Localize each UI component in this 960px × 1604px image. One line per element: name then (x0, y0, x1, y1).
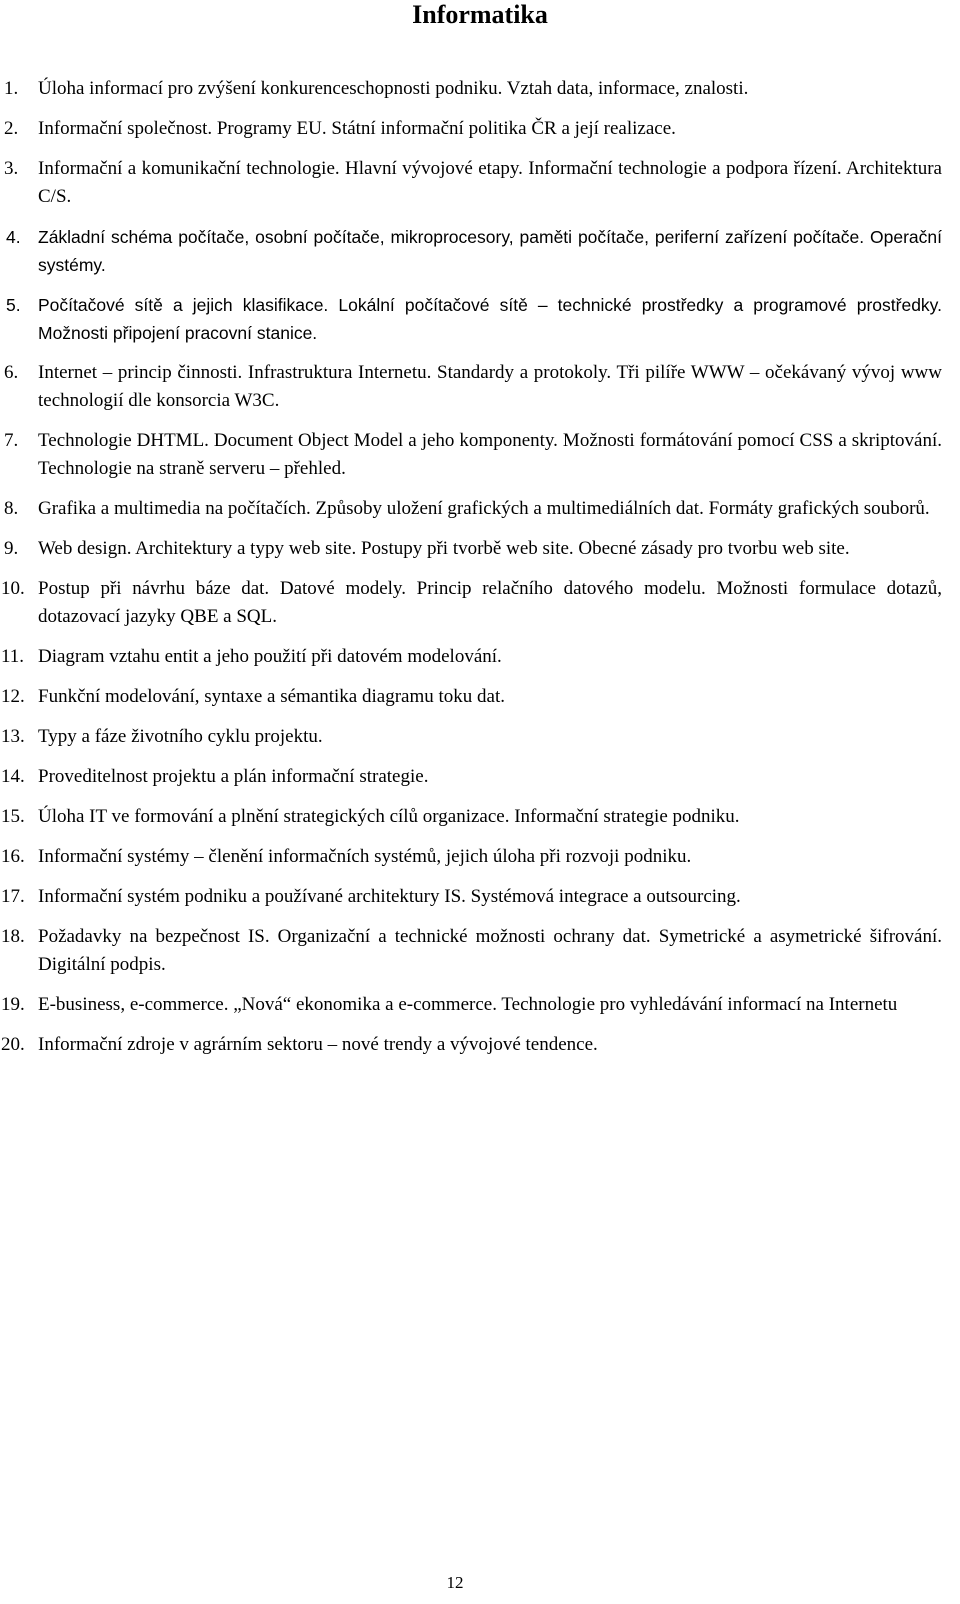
topic-item-12 (0, 683, 960, 711)
topic-text: Funkční modelování, syntaxe a sémantika diagramu toku dat. (38, 686, 505, 707)
topic-number: 11. (1, 646, 25, 667)
topic-item-7 (0, 427, 960, 483)
topic-number: 15. (1, 806, 25, 827)
topic-item-8 (0, 495, 960, 523)
topic-text: Informační zdroje v agrárním sektoru – nové trendy a vývojové tendence. (38, 1034, 598, 1055)
topic-item-5 (0, 291, 960, 347)
topic-number: 5. (6, 295, 21, 315)
topic-number: 9. (4, 538, 19, 559)
topic-item-13 (0, 723, 960, 751)
topic-text: Informační systémy – členění informačních systémů, jejich úloha při rozvoji podniku. (38, 846, 692, 867)
topic-text: Technologie DHTML. Document Object Model a jeho komponenty. Možnosti formátování pomocí CSS a skriptování. Technologie na straně serveru – přehled. (38, 430, 942, 479)
topic-item-1 (0, 75, 960, 103)
topic-number: 18. (1, 926, 25, 947)
topic-item-2 (0, 115, 960, 143)
topic-number: 3. (4, 158, 19, 179)
topic-number: 6. (4, 362, 19, 383)
topic-number: 10. (1, 578, 25, 599)
topic-number: 2. (4, 118, 19, 139)
topic-number: 17. (1, 886, 25, 907)
topic-item-19 (0, 991, 960, 1019)
topic-number: 14. (1, 766, 25, 787)
topic-item-18 (0, 923, 960, 979)
topic-text: Úloha IT ve formování a plnění strategických cílů organizace. Informační strategie podniku. (38, 806, 740, 827)
topic-item-3 (0, 155, 960, 211)
topic-item-10 (0, 575, 960, 631)
topic-text: Internet – princip činnosti. Infrastruktura Internetu. Standardy a protokoly. Tři pilíře WWW – očekávaný vývoj www technologií dle konsorcia W3C. (38, 362, 942, 411)
topic-text: Informační systém podniku a používané architektury IS. Systémová integrace a outsourcing. (38, 886, 741, 907)
topic-text: Počítačové sítě a jejich klasifikace. Lokální počítačové sítě – technické prostředky a programové prostředky. Možnosti připojení pracovní stanice. (38, 295, 942, 343)
topic-number: 8. (4, 498, 19, 519)
topic-item-9 (0, 535, 960, 563)
topic-text: Grafika a multimedia na počítačích. Způsoby uložení grafických a multimediálních dat. Formáty grafických souborů. (38, 498, 930, 519)
topic-number: 20. (1, 1034, 25, 1055)
topic-text: Postup při návrhu báze dat. Datové modely. Princip relačního datového modelu. Možnosti formulace dotazů, dotazovací jazyky QBE a SQL. (38, 578, 942, 627)
topic-item-11 (0, 643, 960, 671)
topic-text: E-business, e-commerce. „Nová“ ekonomika a e-commerce. Technologie pro vyhledávání informací na Internetu (38, 994, 898, 1015)
topic-number: 13. (1, 726, 25, 747)
topic-text: Informační společnost. Programy EU. Státní informační politika ČR a její realizace. (38, 118, 676, 139)
topic-text: Diagram vztahu entit a jeho použití při datovém modelování. (38, 646, 502, 667)
topic-text: Základní schéma počítače, osobní počítače, mikroprocesory, paměti počítače, periferní zařízení počítače. Operační systémy. (38, 227, 942, 275)
topic-item-14 (0, 763, 960, 791)
topic-number: 1. (4, 78, 19, 99)
page-title: Informatika (412, 0, 548, 29)
topic-number: 7. (4, 430, 19, 451)
topic-text: Web design. Architektury a typy web site. Postupy při tvorbě web site. Obecné zásady pro tvorbu web site. (38, 538, 850, 559)
topic-number: 4. (6, 227, 21, 247)
topic-item-17 (0, 883, 960, 911)
topic-number: 16. (1, 846, 25, 867)
topic-number: 12. (1, 686, 25, 707)
topic-text: Typy a fáze životního cyklu projektu. (38, 726, 323, 747)
topic-number: 19. (1, 994, 25, 1015)
topic-item-4 (0, 223, 960, 279)
topic-text: Požadavky na bezpečnost IS. Organizační a technické možnosti ochrany dat. Symetrické a asymetrické šifrování. Digitální podpis. (38, 926, 942, 975)
topic-item-15 (0, 803, 960, 831)
topic-text: Informační a komunikační technologie. Hlavní vývojové etapy. Informační technologie a podpora řízení. Architektura C/S. (38, 158, 942, 207)
page-number: 12 (446, 1573, 464, 1592)
topic-text: Proveditelnost projektu a plán informační strategie. (38, 766, 429, 787)
topic-text: Úloha informací pro zvýšení konkurenceschopnosti podniku. Vztah data, informace, znalosti. (38, 78, 749, 99)
topic-item-16 (0, 843, 960, 871)
topic-item-6 (0, 359, 960, 415)
topic-list (0, 75, 960, 1071)
topic-item-20 (0, 1031, 960, 1059)
